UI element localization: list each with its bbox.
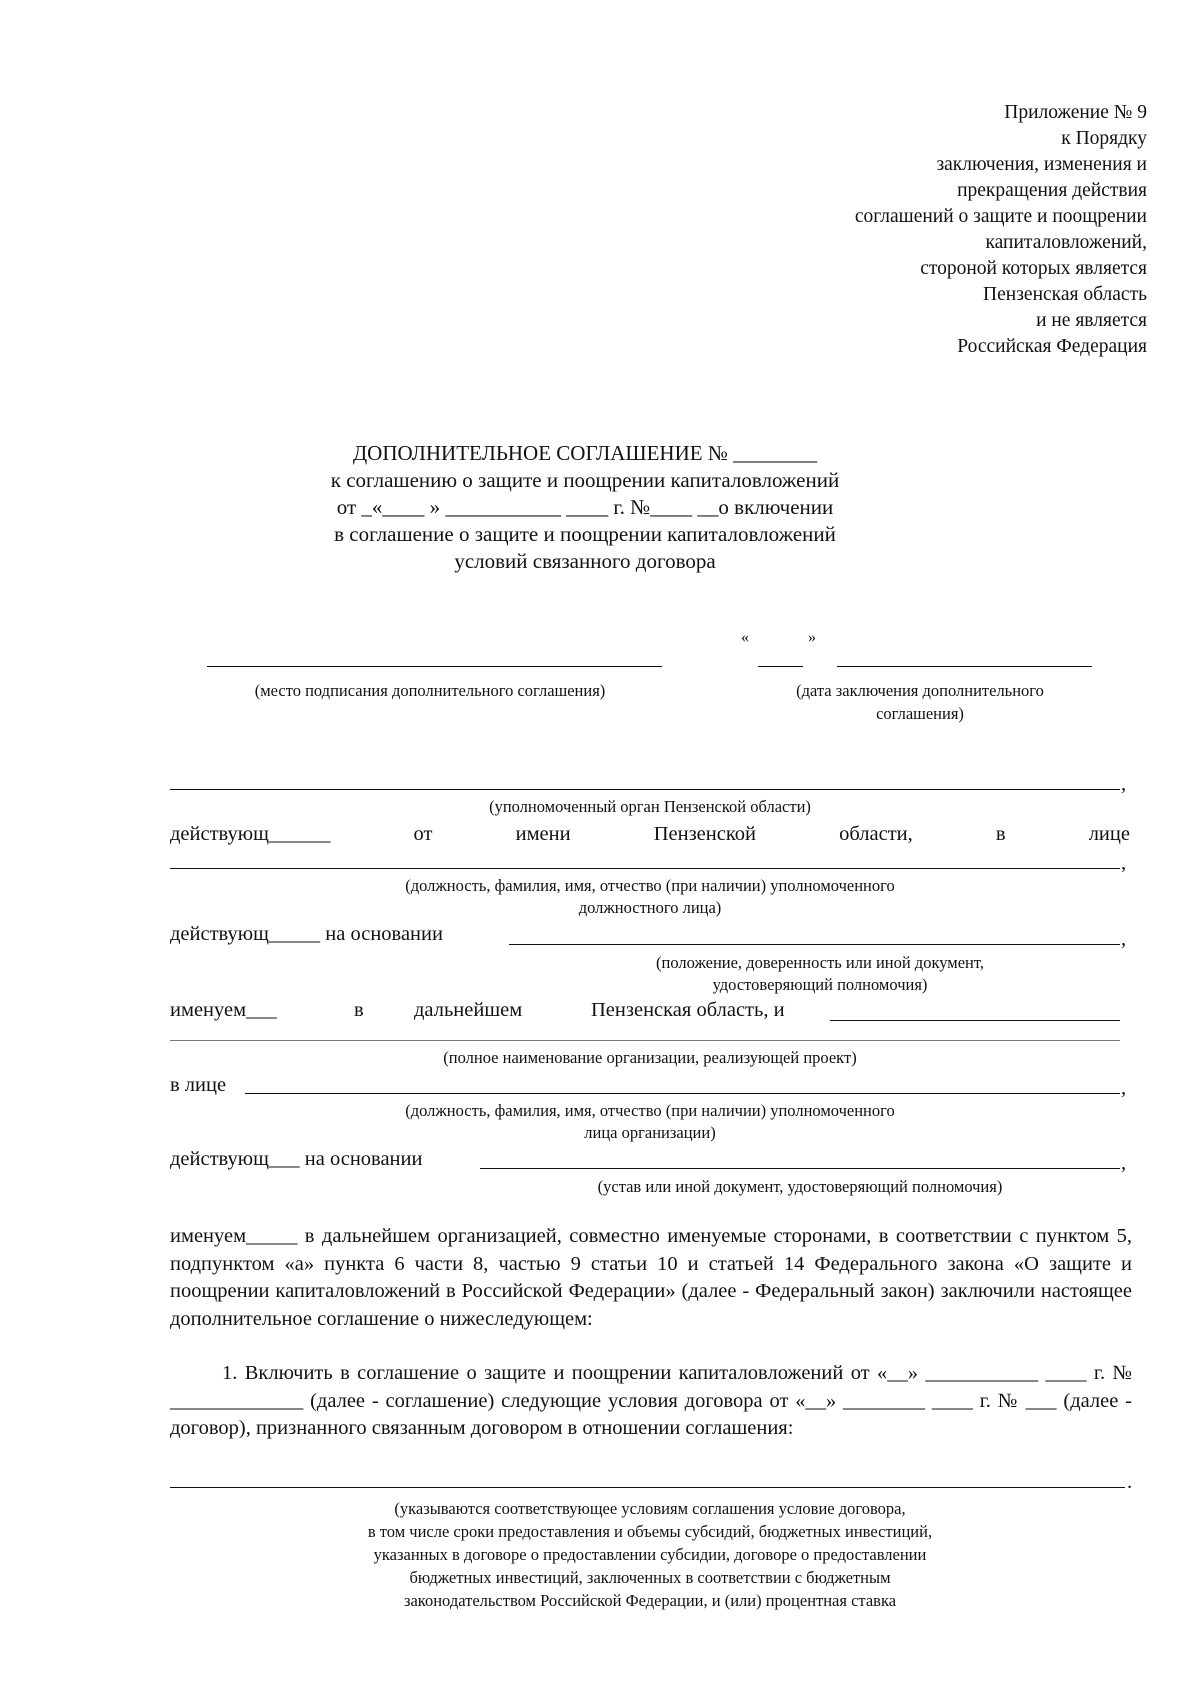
signing-date-caption-1: (дата заключения дополнительного xyxy=(796,681,1044,700)
date-quote-open: « xyxy=(741,629,749,646)
appendix-line: прекращения действия xyxy=(957,180,1147,201)
period: . xyxy=(1127,1471,1133,1493)
conditions-line xyxy=(170,1487,1125,1488)
appendix-line: Пензенская область xyxy=(983,284,1147,305)
title-line: в соглашение о защите и поощрении капиталовложений xyxy=(334,522,836,546)
appendix-line: заключения, изменения и xyxy=(936,154,1147,175)
document-title xyxy=(170,440,1000,575)
date-quote-close: » xyxy=(808,629,816,646)
appendix-line: капиталовложений, xyxy=(985,232,1147,253)
named-word: в xyxy=(354,999,364,1021)
signing-month-line xyxy=(837,666,1092,667)
final-caption-line: законодательством Российской Федерации, и (или) процентная ставка xyxy=(403,1591,897,1610)
named-word: Пензенская область, и xyxy=(591,999,785,1021)
org-basis-caption: (устав или иной документ, удостоверяющий полномочия) xyxy=(597,1177,1003,1196)
organ-caption: (уполномоченный орган Пензенской области) xyxy=(489,797,811,816)
acting-word: имени xyxy=(515,823,571,845)
org-official-line xyxy=(245,1093,1120,1094)
comma: , xyxy=(1121,773,1127,795)
official-caption-1: (должность, фамилия, имя, отчество (при наличии) уполномоченного xyxy=(405,876,895,895)
signing-date-caption-2: соглашения) xyxy=(876,704,964,723)
title-line: ДОПОЛНИТЕЛЬНОЕ СОГЛАШЕНИЕ № ________ xyxy=(352,441,818,465)
appendix-line: соглашений о защите и поощрении xyxy=(854,206,1147,227)
final-caption-line: указанных в договоре о предоставлении субсидии, договоре о предоставлении xyxy=(373,1545,927,1564)
final-caption-line: бюджетных инвестиций, заключенных в соответствии с бюджетным xyxy=(409,1568,891,1587)
acting-word: действующ______ xyxy=(170,823,331,845)
signing-day-line xyxy=(758,666,803,667)
comma: , xyxy=(1121,928,1127,950)
basis-caption-2: удостоверяющий полномочия) xyxy=(712,975,928,994)
title-line: к соглашению о защите и поощрении капиталовложений xyxy=(330,468,840,492)
comma: , xyxy=(1121,852,1127,874)
acting-word: от xyxy=(413,823,433,845)
comma: , xyxy=(1121,1152,1127,1174)
org-official-caption-2: лица организации) xyxy=(584,1123,716,1142)
main-paragraph: именуем_____ в дальнейшем организацией, совместно именуемые сторонами, в соответствии с пунктом 5, подпунктом «а» пункта 6 части 8, частью 9 статьи 10 и статьей 14 Федерального закона «О защите и поощрении капиталовложений в Российской Федерации» (далее - Федеральный закон) заключили настоящее дополнительное соглашение о нижеследующем: xyxy=(170,1225,1132,1330)
acting-word: в xyxy=(995,823,1006,845)
acting-word: области, xyxy=(839,823,913,845)
org-caption: (полное наименование организации, реализующей проект) xyxy=(443,1048,857,1067)
basis-caption-1: (положение, доверенность или иной документ, xyxy=(656,953,984,972)
acting-row xyxy=(170,822,1130,846)
appendix-line: Приложение № 9 xyxy=(1004,102,1147,123)
org-official-caption-1: (должность, фамилия, имя, отчество (при наличии) уполномоченного xyxy=(405,1101,895,1120)
appendix-line: стороной которых является xyxy=(920,258,1147,279)
acting-word: Пензенской xyxy=(653,823,756,845)
appendix-line: к Порядку xyxy=(1061,128,1147,149)
item-1: 1. Включить в соглашение о защите и поощрении капиталовложений от «__» ___________ ____ г. № _____________ (далее - соглашение) следующие условия договора от «__» ________ ____ г. № ___ (далее - договор), признанного связанным договором в отношении соглашения: xyxy=(170,1362,1132,1439)
final-caption-line: (указываются соответствующее условиям соглашения условие договора, xyxy=(394,1499,906,1518)
organ-line xyxy=(170,789,1120,790)
basis-line xyxy=(509,944,1120,945)
final-caption-line: в том числе сроки предоставления и объемы субсидий, бюджетных инвестиций, xyxy=(367,1522,933,1541)
named-word: именуем___ xyxy=(170,999,277,1021)
named-word: дальнейшем xyxy=(414,999,523,1021)
acting-word: лице xyxy=(1088,823,1130,845)
official-line xyxy=(170,868,1120,869)
appendix-header xyxy=(855,100,1147,360)
appendix-line: и не является xyxy=(1036,310,1147,331)
signing-place-caption: (место подписания дополнительного соглашения) xyxy=(254,681,606,700)
basis-label: действующ_____ на основании xyxy=(170,923,443,945)
title-line: условий связанного договора xyxy=(454,549,716,573)
final-caption xyxy=(170,1497,1130,1612)
org-name-line-2 xyxy=(170,1040,1120,1041)
signing-place-line xyxy=(207,666,662,667)
in-person-label: в лице xyxy=(170,1074,227,1096)
org-basis-line xyxy=(480,1168,1120,1169)
org-basis-label: действующ___ на основании xyxy=(170,1148,423,1170)
org-name-line-1 xyxy=(830,1020,1120,1021)
official-caption-2: должностного лица) xyxy=(578,898,722,917)
comma: , xyxy=(1121,1077,1127,1099)
title-line: от _«____ » ___________ ____ г. №____ __о включении xyxy=(336,495,834,519)
appendix-line: Российская Федерация xyxy=(957,336,1147,357)
